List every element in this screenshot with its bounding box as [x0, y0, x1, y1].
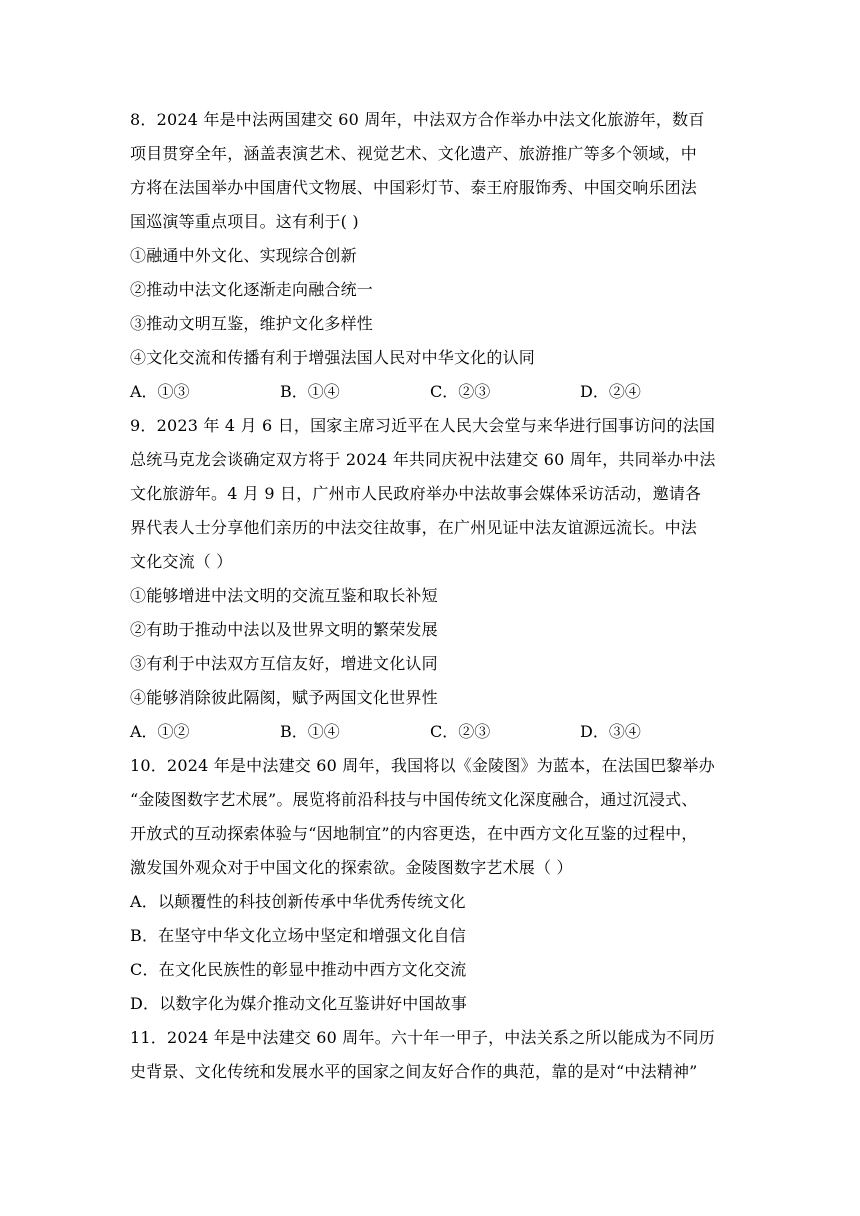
option-d[interactable]: D．②④ — [580, 382, 641, 401]
answer-options — [130, 715, 740, 749]
question-stem-line: 方将在法国举办中国唐代文物展、中国彩灯节、泰王府服饰秀、中国交响乐团法 — [130, 178, 698, 197]
question-stem-line: 国巡演等重点项目。这有利于( ) — [130, 212, 359, 231]
statement-item: ②有助于推动中法以及世界文明的繁荣发展 — [130, 620, 438, 639]
option-d[interactable]: D．③④ — [580, 722, 641, 741]
option-c[interactable]: C．②③ — [430, 382, 491, 401]
question-stem-line: 界代表人士分享他们亲历的中法交往故事，在广州见证中法友谊源远流长。中法 — [130, 518, 698, 537]
option-c[interactable]: C．②③ — [430, 722, 491, 741]
question-10 — [130, 749, 740, 1021]
statement-item: ③有利于中法双方互信友好，增进文化认同 — [130, 654, 438, 673]
question-stem-line: 9．2023 年 4 月 6 日，国家主席习近平在人民大会堂与来华进行国事访问的法国 — [130, 416, 716, 435]
question-stem-line: 开放式的互动探索体验与“因地制宜”的内容更迭，在中西方文化互鉴的过程中， — [130, 824, 698, 843]
question-8 — [130, 103, 740, 409]
statement-item: ④文化交流和传播有利于增强法国人民对中华文化的认同 — [130, 348, 536, 367]
option-b[interactable]: B．①④ — [280, 722, 340, 741]
question-stem-line: 10．2024 年是中法建交 60 周年，我国将以《金陵图》为蓝本，在法国巴黎举办 — [130, 756, 715, 775]
document-page — [130, 103, 740, 1089]
question-11 — [130, 1021, 740, 1089]
answer-options — [130, 375, 740, 409]
question-stem-line: 激发国外观众对于中国文化的探索欲。金陵图数字艺术展（ ） — [130, 858, 573, 877]
statement-item: ①融通中外文化、实现综合创新 — [130, 246, 357, 265]
statement-item: ②推动中法文化逐渐走向融合统一 — [130, 280, 374, 299]
option-a[interactable]: A．①③ — [130, 382, 190, 401]
question-stem-line: “金陵图数字艺术展”。展览将前沿科技与中国传统文化深度融合，通过沉浸式、 — [130, 790, 698, 809]
question-stem-line: 8．2024 年是中法两国建交 60 周年，中法双方合作举办中法文化旅游年，数百 — [130, 110, 705, 129]
statement-item: ①能够增进中法文明的交流互鉴和取长补短 — [130, 586, 438, 605]
question-stem-line: 项目贯穿全年，涵盖表演艺术、视觉艺术、文化遗产、旅游推广等多个领域，中 — [130, 144, 698, 163]
option-c[interactable]: C．在文化民族性的彰显中推动中西方文化交流 — [130, 960, 467, 979]
option-a[interactable]: A．①② — [130, 722, 190, 741]
option-b[interactable]: B．①④ — [280, 382, 340, 401]
question-stem-line: 总统马克龙会谈确定双方将于 2024 年共同庆祝中法建交 60 周年，共同举办中法 — [130, 450, 716, 469]
question-stem-line: 文化交流（ ） — [130, 552, 233, 571]
statement-item: ③推动文明互鉴，维护文化多样性 — [130, 314, 374, 333]
option-d[interactable]: D．以数字化为媒介推动文化互鉴讲好中国故事 — [130, 994, 468, 1013]
statement-item: ④能够消除彼此隔阂，赋予两国文化世界性 — [130, 688, 438, 707]
option-a[interactable]: A．以颠覆性的科技创新传承中华优秀传统文化 — [130, 892, 466, 911]
question-stem-line: 史背景、文化传统和发展水平的国家之间友好合作的典范，靠的是对“中法精神” — [130, 1062, 698, 1081]
question-9 — [130, 409, 740, 749]
question-stem-line: 11．2024 年是中法建交 60 周年。六十年一甲子，中法关系之所以能成为不同历 — [130, 1028, 715, 1047]
option-b[interactable]: B．在坚守中华文化立场中坚定和增强文化自信 — [130, 926, 466, 945]
question-stem-line: 文化旅游年。4 月 9 日，广州市人民政府举办中法故事会媒体采访活动，邀请各 — [130, 484, 702, 503]
